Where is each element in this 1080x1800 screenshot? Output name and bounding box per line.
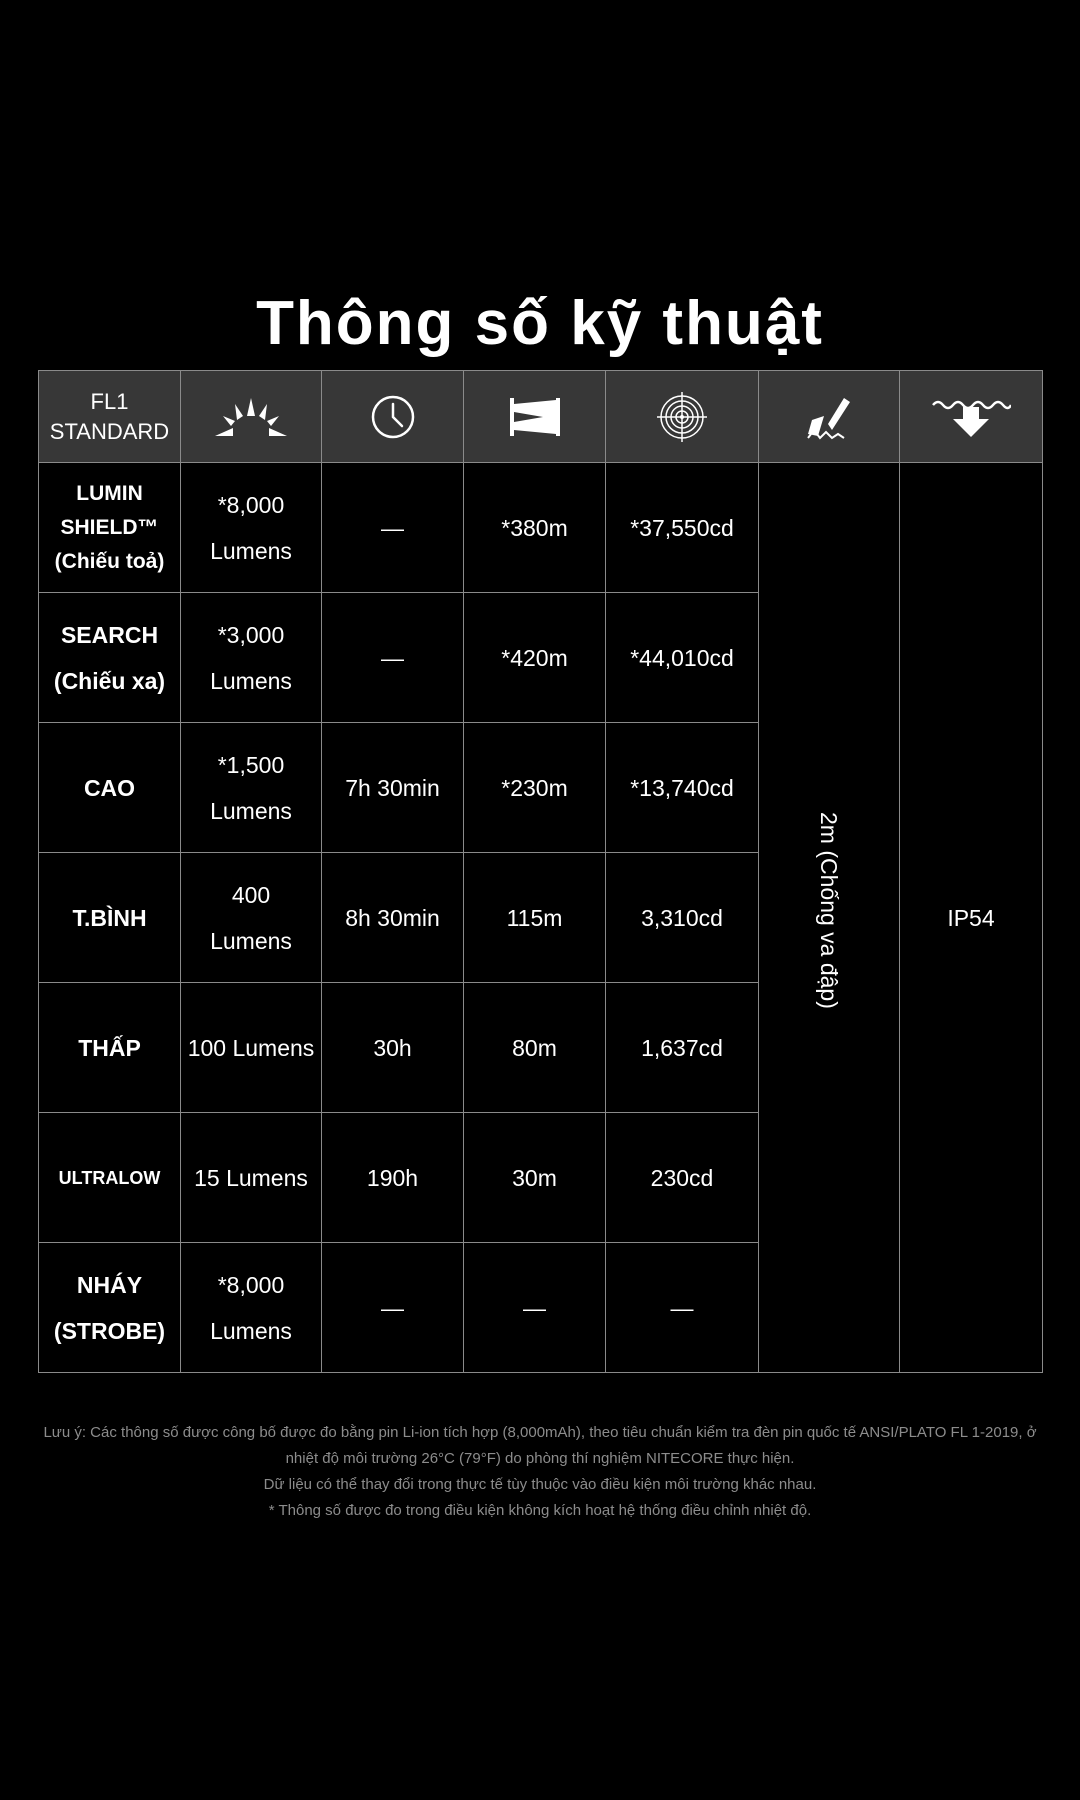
mode-cell (39, 1243, 181, 1373)
runtime-clock-icon (322, 371, 464, 463)
mode-label: (Chiếu toả) (54, 549, 165, 573)
lumens-value: *3,000 (217, 621, 285, 648)
peak-intensity-target-icon (606, 371, 759, 463)
mode-label: SHIELD™ (60, 515, 159, 539)
mode-label: NHÁY (76, 1271, 143, 1298)
lumens-value: *8,000 (217, 1271, 285, 1298)
lumens-icon (181, 371, 322, 463)
impact-resistance-value: 2m (Chống va đập) (816, 811, 842, 1009)
runtime-cell: — (322, 463, 464, 593)
distance-cell: — (464, 1243, 606, 1373)
lumens-value: Lumens (210, 797, 292, 824)
mode-cell (39, 1113, 181, 1243)
lumens-value: 15 Lumens (194, 1164, 308, 1191)
runtime-cell: 7h 30min (322, 723, 464, 853)
intensity-cell: *13,740cd (606, 723, 759, 853)
mode-label: (Chiếu xa) (53, 667, 166, 694)
lumens-cell (181, 853, 322, 983)
impact-resistance-icon (759, 371, 900, 463)
lumens-value: *8,000 (217, 491, 285, 518)
lumens-cell (181, 463, 322, 593)
mode-cell (39, 853, 181, 983)
lumens-value: Lumens (210, 537, 292, 564)
runtime-cell: 8h 30min (322, 853, 464, 983)
beam-distance-icon (464, 371, 606, 463)
distance-cell: 80m (464, 983, 606, 1113)
lumens-cell (181, 723, 322, 853)
mode-label: THẤP (78, 1034, 141, 1061)
page-title: Thông số kỹ thuật (256, 289, 824, 358)
lumens-value: Lumens (210, 927, 292, 954)
runtime-cell: 30h (322, 983, 464, 1113)
lumens-cell (181, 1243, 322, 1373)
lumens-cell (181, 593, 322, 723)
distance-cell: 115m (464, 853, 606, 983)
mode-label: ULTRALOW (58, 1167, 161, 1188)
mode-cell (39, 593, 181, 723)
distance-cell: *380m (464, 463, 606, 593)
mode-cell (39, 723, 181, 853)
runtime-cell: — (322, 1243, 464, 1373)
lumens-cell (181, 1113, 322, 1243)
intensity-cell: *44,010cd (606, 593, 759, 723)
header-row (39, 371, 1043, 463)
lumens-cell (181, 983, 322, 1113)
distance-cell: *230m (464, 723, 606, 853)
lumens-value: Lumens (210, 1317, 292, 1344)
spec-table (38, 370, 1043, 1373)
mode-label: T.BÌNH (72, 904, 147, 931)
intensity-cell: 230cd (606, 1113, 759, 1243)
mode-label: (STROBE) (53, 1317, 166, 1344)
distance-cell: 30m (464, 1113, 606, 1243)
lumens-value: 400 (231, 881, 271, 908)
mode-label: LUMIN (76, 481, 143, 505)
lumens-value: Lumens (210, 667, 292, 694)
mode-label: CAO (83, 774, 136, 801)
impact-resistance-cell (759, 463, 900, 1373)
mode-cell (39, 983, 181, 1113)
footnote-line: Lưu ý: Các thông số được công bố được đo bằng pin Li-ion tích hợp (8,000mAh), theo tiêu chuẩn kiểm tra đèn pin quốc tế ANSI/PLATO FL 1-2019, ở nhiệt độ môi trường 26°C (79°F) do phòng thí nghiệm NITECORE thực hiện. (43, 1424, 1037, 1467)
footnote-line: * Thông số được đo trong điều kiện không kích hoạt hệ thống điều chỉnh nhiệt độ. (268, 1502, 812, 1519)
distance-cell: *420m (464, 593, 606, 723)
intensity-cell: 3,310cd (606, 853, 759, 983)
table-row (39, 463, 1043, 593)
intensity-cell: *37,550cd (606, 463, 759, 593)
runtime-cell: 190h (322, 1113, 464, 1243)
header-model-label (39, 371, 181, 463)
header-model-line-2: STANDARD (49, 418, 170, 444)
footnotes (40, 1420, 1040, 1524)
runtime-cell: — (322, 593, 464, 723)
mode-cell (39, 463, 181, 593)
waterproof-cell: IP54 (900, 463, 1043, 1373)
footnote-line: Dữ liệu có thể thay đổi trong thực tế tùy thuộc vào điều kiện môi trường khác nhau. (263, 1476, 817, 1493)
intensity-cell: 1,637cd (606, 983, 759, 1113)
lumens-value: *1,500 (217, 751, 285, 778)
mode-label: SEARCH (60, 621, 159, 648)
intensity-cell: — (606, 1243, 759, 1373)
lumens-value: 100 Lumens (187, 1034, 315, 1061)
waterproof-icon (900, 371, 1043, 463)
header-model-line-1: FL1 (90, 388, 129, 414)
